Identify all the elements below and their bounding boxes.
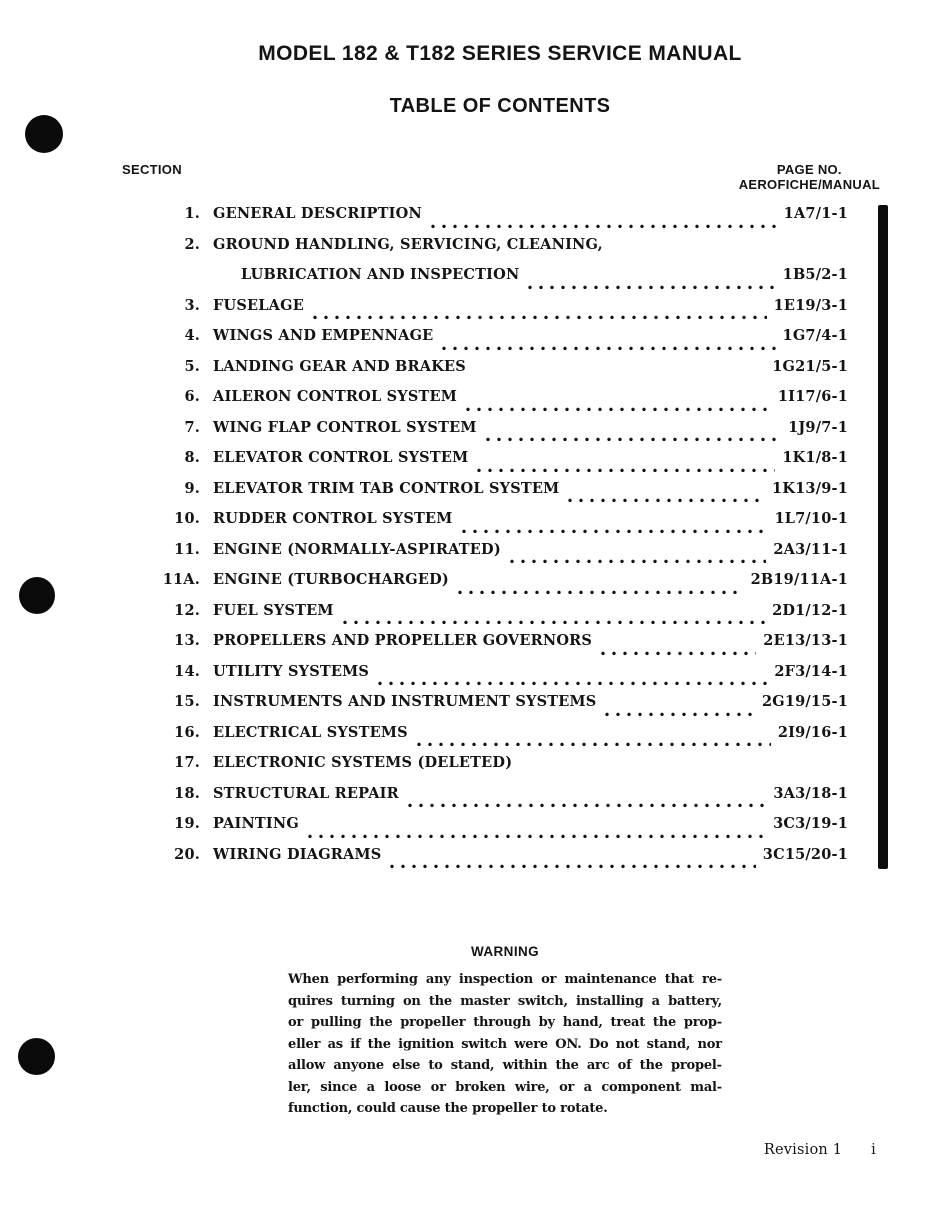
punch-hole-icon (18, 1038, 55, 1075)
toc-entry-page: 1I17/6-1 (777, 388, 848, 405)
toc-entry-title: ELECTRICAL SYSTEMS (213, 723, 408, 741)
toc-entry-number: 11A. (162, 571, 200, 588)
toc-entry-title: INSTRUMENTS AND INSTRUMENT SYSTEMS (213, 693, 597, 710)
dot-leader (458, 590, 744, 595)
toc-entry-number: 3. (184, 296, 200, 314)
toc-entry-title: ELEVATOR CONTROL SYSTEM (213, 449, 469, 466)
dot-leader (408, 803, 766, 808)
toc-entry-number: 1. (184, 205, 200, 222)
toc-entry-page: 3A3/18-1 (773, 784, 848, 802)
revision-label: Revision 1 (763, 1142, 843, 1158)
warning-text-line: quires turning on the master switch, installing a battery, (288, 993, 722, 1009)
page-footer (764, 1142, 876, 1158)
aerofiche-manual-label: AEROFICHE/MANUAL (738, 177, 880, 192)
toc-entry-number: 8. (184, 449, 200, 466)
toc-entry-page: 1G7/4-1 (782, 327, 848, 344)
toc-entry-number: 14. (174, 662, 200, 680)
toc-entry-page: 1A7/1-1 (783, 205, 848, 222)
dot-leader (442, 346, 775, 351)
page-title: TABLE OF CONTENTS (389, 95, 611, 117)
warning-block (288, 944, 722, 1120)
toc-entry (148, 663, 848, 694)
toc-entry-number: 17. (174, 754, 200, 771)
toc-entry (148, 449, 848, 480)
toc-entry-title: FUSELAGE (213, 296, 304, 314)
toc-entry (148, 205, 848, 236)
toc-entry (148, 754, 848, 785)
toc-entry-page: 2A3/11-1 (773, 540, 848, 558)
toc-entry (148, 297, 848, 328)
toc-entry-title: ELEVATOR TRIM TAB CONTROL SYSTEM (213, 479, 560, 497)
toc-entry (148, 419, 848, 450)
toc-entry-title: GENERAL DESCRIPTION (213, 205, 422, 222)
toc-entry-number: 9. (184, 479, 200, 497)
toc-entry-number: 4. (184, 327, 200, 344)
warning-text-line: ler, since a loose or broken wire, or a component mal- (288, 1079, 722, 1095)
dot-leader (378, 681, 767, 686)
dot-leader (612, 254, 841, 259)
punch-hole-icon (25, 115, 63, 153)
toc-entry-page: 1K13/9-1 (772, 479, 848, 497)
toc-entry-number: 12. (174, 601, 200, 619)
page-no-column-label (739, 162, 880, 192)
toc-entry (148, 541, 848, 572)
toc-entry-title: STRUCTURAL REPAIR (213, 784, 399, 802)
toc-entry-number: 20. (174, 845, 200, 863)
dot-leader (486, 437, 781, 442)
toc-entry (148, 571, 848, 602)
toc-entry-page: 1E19/3-1 (773, 296, 848, 314)
toc-entry (148, 388, 848, 419)
toc-entry-number: 18. (174, 784, 200, 802)
toc-entry-page: 2D1/12-1 (772, 601, 848, 619)
toc-entry (148, 236, 848, 267)
toc-entry-title: LUBRICATION AND INSPECTION (241, 266, 520, 283)
dot-leader (431, 224, 777, 229)
folio-page-number: i (871, 1142, 876, 1158)
dot-leader (417, 742, 771, 747)
toc-entry-page: 1K1/8-1 (782, 449, 848, 466)
dot-leader (510, 559, 766, 564)
toc-entry-number: 19. (174, 815, 200, 832)
toc-entry (148, 602, 848, 633)
toc-entry-title: LANDING GEAR AND BRAKES (213, 357, 466, 375)
toc-entry (148, 327, 848, 358)
warning-text-line: function, could cause the propeller to rotate. (288, 1101, 608, 1116)
dot-leader (475, 376, 765, 381)
toc-entry-number: 15. (174, 693, 200, 710)
toc-entry-title: WINGS AND EMPENNAGE (213, 327, 434, 344)
toc-entry-page: 1J9/7-1 (788, 418, 848, 436)
toc-entry-number: 2. (184, 235, 200, 253)
toc-entry (148, 724, 848, 755)
toc-entry-number: 16. (174, 723, 200, 741)
warning-text-line: allow anyone else to stand, within the arc of the propel- (288, 1058, 722, 1073)
toc-entry-title: WIRING DIAGRAMS (213, 845, 382, 863)
toc-entry-title: AILERON CONTROL SYSTEM (213, 388, 457, 405)
dot-leader (477, 468, 775, 473)
toc-entry-page: 2B19/11A-1 (750, 571, 848, 588)
toc-entry-title: GROUND HANDLING, SERVICING, CLEANING, (213, 235, 603, 253)
toc-entry-page: 2F3/14-1 (774, 662, 848, 680)
toc-entry-title: PAINTING (213, 815, 299, 832)
toc-entry-title: RUDDER CONTROL SYSTEM (213, 510, 453, 527)
toc-list (148, 205, 848, 876)
toc-entry-number: 7. (184, 418, 200, 436)
dot-leader (568, 498, 765, 503)
dot-leader (308, 834, 766, 839)
toc-entry-number: 10. (174, 510, 200, 527)
dot-leader (390, 864, 755, 869)
toc-entry-title: UTILITY SYSTEMS (213, 662, 370, 680)
dot-leader (605, 712, 755, 717)
toc-entry-number: 13. (174, 632, 200, 649)
toc-entry-page: 1G21/5-1 (772, 357, 848, 375)
warning-text-line: or pulling the propeller through by hand, treat the prop- (288, 1015, 722, 1030)
toc-entry (148, 632, 848, 663)
toc-entry (148, 785, 848, 816)
toc-entry (148, 266, 848, 297)
toc-entry-page: 3C15/20-1 (762, 845, 848, 863)
dot-leader (462, 529, 768, 534)
page-no-label: PAGE NO. (776, 162, 842, 177)
toc-entry-page: 1L7/10-1 (774, 510, 848, 527)
toc-entry-title: FUEL SYSTEM (213, 601, 334, 619)
warning-text-line: When performing any inspection or maintenance that re- (288, 972, 722, 987)
toc-entry-title: ENGINE (NORMALLY-ASPIRATED) (213, 540, 501, 558)
dot-leader (466, 407, 771, 412)
punch-hole-icon (19, 577, 55, 614)
toc-entry-number: 11. (174, 540, 200, 558)
toc-entry-title: WING FLAP CONTROL SYSTEM (213, 418, 477, 436)
dot-leader (521, 773, 841, 778)
toc-entry-title: ENGINE (TURBOCHARGED) (213, 571, 449, 588)
warning-text-line: eller as if the ignition switch were ON. Do not stand, nor (288, 1036, 722, 1052)
dot-leader (601, 651, 756, 656)
dot-leader (528, 285, 775, 290)
toc-entry-title: PROPELLERS AND PROPELLER GOVERNORS (213, 632, 593, 649)
toc-column-headers (122, 162, 880, 192)
toc-entry-page: 2E13/13-1 (763, 632, 848, 649)
revision-change-bar (878, 205, 888, 869)
toc-entry-page: 3C3/19-1 (773, 815, 848, 832)
toc-entry (148, 693, 848, 724)
toc-entry-number: 6. (184, 388, 200, 405)
warning-text (288, 969, 722, 1120)
toc-entry-page: 2G19/15-1 (761, 693, 848, 710)
toc-entry-page: 1B5/2-1 (782, 266, 848, 283)
toc-entry (148, 358, 848, 389)
dot-leader (343, 620, 765, 625)
toc-entry (148, 480, 848, 511)
warning-title: WARNING (470, 944, 540, 959)
toc-entry (148, 846, 848, 877)
toc-entry-page: 2I9/16-1 (777, 723, 848, 741)
toc-entry (148, 510, 848, 541)
toc-entry (148, 815, 848, 846)
section-column-label: SECTION (122, 162, 182, 177)
document-title: MODEL 182 & T182 SERIES SERVICE MANUAL (258, 42, 742, 65)
toc-entry-number: 5. (184, 357, 200, 375)
dot-leader (313, 315, 767, 320)
toc-entry-title: ELECTRONIC SYSTEMS (DELETED) (213, 754, 513, 771)
